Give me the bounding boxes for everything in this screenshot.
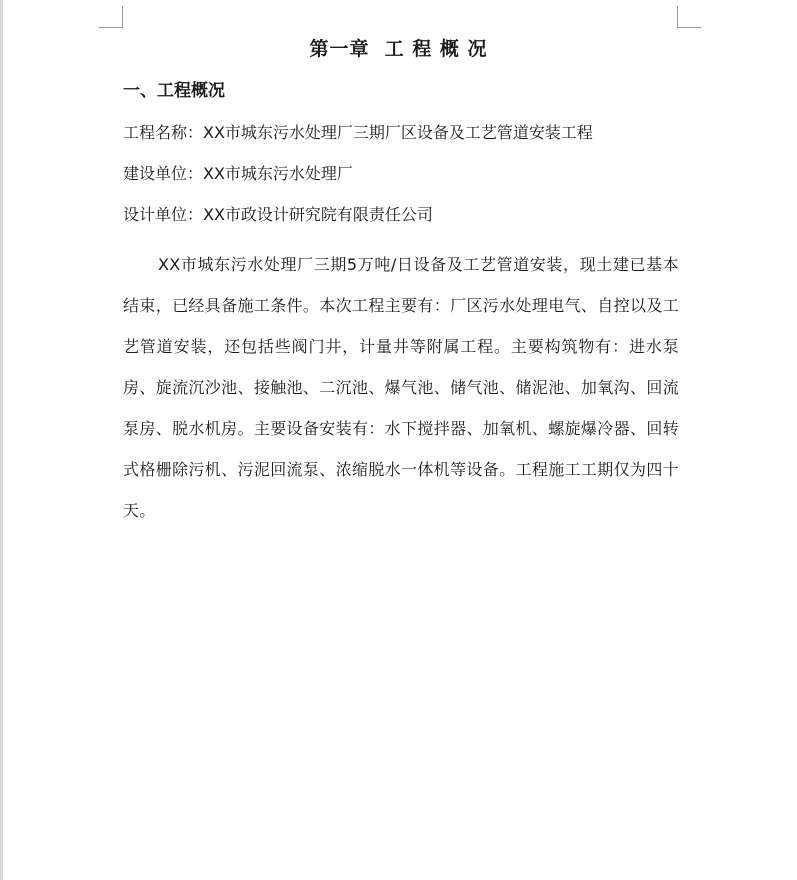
margin-corner-mark-top-left: [99, 6, 123, 28]
margin-corner-mark-top-right: [677, 6, 701, 28]
section-heading: 一、工程概况: [123, 81, 225, 101]
page-left-edge: [0, 0, 3, 880]
chapter-title: 第一章 工 程 概 况: [309, 38, 488, 60]
construction-unit-line: 建设单位：XX市城东污水处理厂: [123, 164, 353, 183]
body-paragraph: XX市城东污水处理厂三期5万吨/日设备及工艺管道安装，现土建已基本结束，已经具备施工条件。本次工程主要有：厂区污水处理电气、自控以及工艺管道安装，还包括些阀门井，计量井等附属工程。主要构筑物有：进水泵房、旋流沉沙池、接触池、二沉池、爆气池、储气池、储泥池、加氧沟、回流泵房、脱水机房。主要设备安装有：水下搅拌器、加氧机、螺旋爆冷器、回转式格栅除污机、污泥回流泵、浓缩脱水一体机等设备。工程施工工期仅为四十天。: [123, 255, 679, 520]
design-unit-line: 设计单位：XX市政设计研究院有限责任公司: [123, 205, 433, 224]
project-name-line: 工程名称：XX市城东污水处理厂三期厂区设备及工艺管道安装工程: [123, 123, 593, 142]
